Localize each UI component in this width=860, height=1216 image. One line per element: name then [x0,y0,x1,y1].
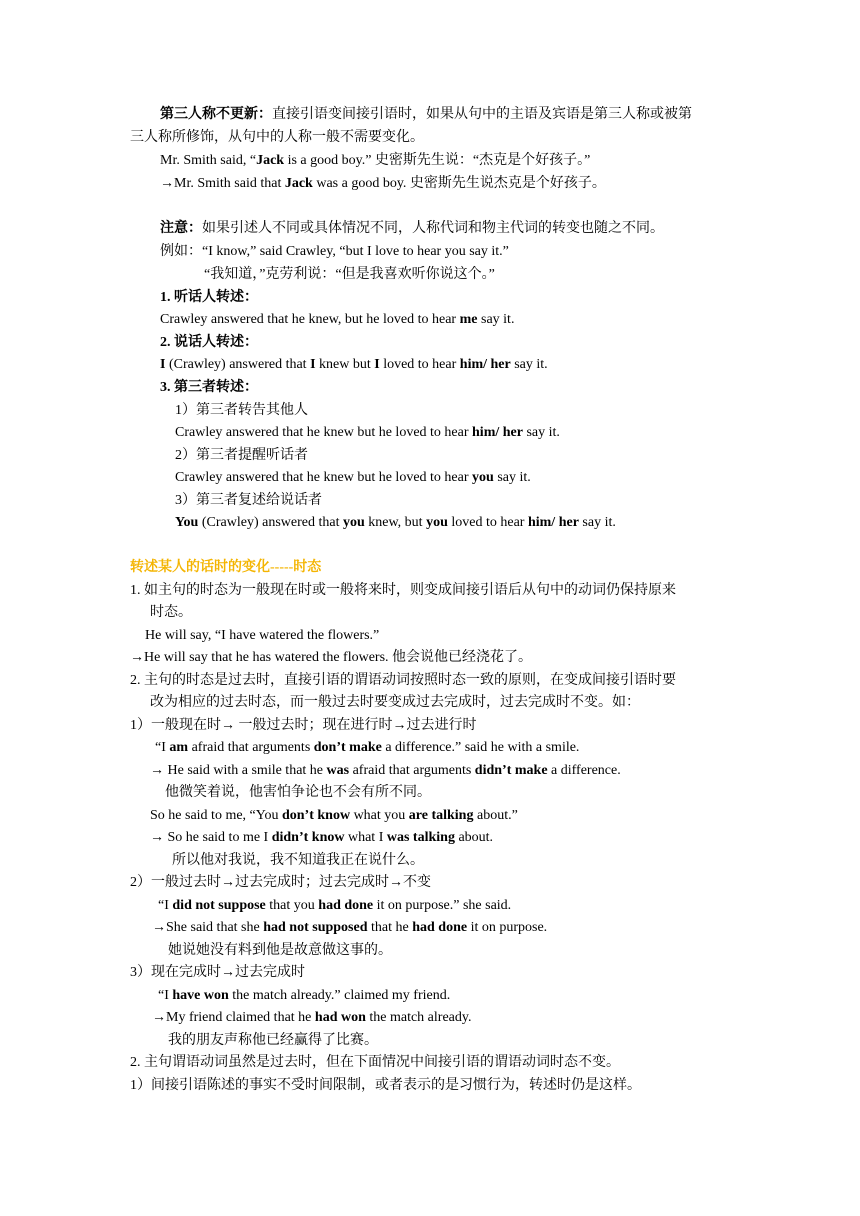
bold-run: I [374,357,380,372]
bold-run: don’t make [313,740,382,755]
example-line [160,355,548,375]
bold-run: have won [172,988,229,1003]
text-run: →My friend claimed that he [152,1010,315,1025]
text-run: → He said with a smile that he [150,763,327,778]
bold-run: Jack [256,153,285,168]
sub-item: 1）第三者转告其他人 [175,403,308,418]
note-label: 注意： [160,221,202,236]
bold-run: you [426,515,448,530]
subheading-third-party: 3. 第三者转述： [160,380,258,395]
example-translation: 我的朋友声称他已经赢得了比赛。 [168,1033,378,1048]
text-run: say it. [510,357,548,372]
bold-run: me [459,312,478,327]
example-line [175,423,560,443]
text-run: “I [158,898,173,913]
text-run: that he [367,920,413,935]
bold-run: had done [412,920,468,935]
text-run: So he said to me, “You [150,808,282,823]
bold-run: am [169,740,189,755]
rule-paragraph-cont: 改为相应的过去时态，而一般过去时要变成过去完成时，过去完成时不变。如： [150,695,640,710]
text-run: Crawley answered that he knew but he loved to hear [175,425,473,440]
bold-run: had done [318,898,374,913]
text-run: Mr. Smith said, “ [160,153,257,168]
paragraph-lead-bold: 第三人称不更新： [160,107,272,122]
text-run: knew, but [364,515,427,530]
bold-run: him/ her [459,357,511,372]
text-run: a difference. [547,763,621,778]
rule-paragraph: 2. 主句谓语动词虽然是过去时，但在下面情况中间接引语的谓语动词时态不变。 [130,1055,620,1070]
bold-run: him/ her [527,515,579,530]
example-line [152,1008,471,1028]
rule-item: 3）现在完成时→过去完成时 [130,965,305,980]
text-run: is a good boy.” 史密斯先生说：“杰克是个好孩子。” [284,153,591,168]
example-line [175,513,616,533]
text-run: afraid that arguments [188,740,314,755]
text-run: loved to hear [379,357,460,372]
text-run: was a good boy. 史密斯先生说杰克是个好孩子。 [312,176,606,191]
rule-paragraph-cont: 时态。 [150,605,192,620]
text-run: about. [454,830,494,845]
rule-item: 1）一般现在时→ 一般过去时；现在进行时→过去进行时 [130,718,477,733]
example-line [160,151,590,171]
bold-run: I [310,357,316,372]
example-line [160,310,514,330]
example-line: →He will say that he has watered the flowers. 他会说他已经浇花了。 [130,650,533,665]
text-run: “I [155,740,170,755]
text-run: the match already. [365,1010,472,1025]
bold-run: you [472,470,494,485]
bold-run: Jack [284,176,313,191]
bold-run: him/ her [472,425,523,440]
example-line [150,828,493,848]
text-run: say it. [477,312,515,327]
rule-item: 1）间接引语陈述的事实不受时间限制，或者表示的是习惯行为，转述时仍是这样。 [130,1078,641,1093]
text-run: what you [350,808,409,823]
sub-item: 2）第三者提醒听话者 [175,448,308,463]
rule-paragraph: 2. 主句的时态是过去时，直接引语的谓语动词按照时态一致的原则，在变成间接引语时要 [130,673,676,688]
text-run: that you [265,898,319,913]
bold-run: was [326,763,350,778]
text-run: → So he said to me I [150,830,272,845]
example-translation: 她说她没有料到他是故意做这事的。 [168,943,392,958]
text-run: say it. [522,425,560,440]
text-run: it on purpose. [467,920,548,935]
example-line [158,896,511,916]
text-run: Crawley answered that he knew, but he loved to hear [160,312,460,327]
rule-paragraph: 1. 如主句的时态为一般现在时或一般将来时，则变成间接引语后从句中的动词仍保持原来 [130,583,676,598]
bold-run: had won [314,1010,366,1025]
note-paragraph [160,219,664,239]
example-line [150,806,518,826]
rule-item: 2）一般过去时→过去完成时；过去完成时→不变 [130,875,431,890]
text-run: Crawley answered that he knew but he loved to hear [175,470,473,485]
text-run: →She said that she [152,920,264,935]
bold-run: are talking [408,808,474,823]
bold-run: was talking [386,830,455,845]
text-run: “I [158,988,173,1003]
text-run: it on purpose.” she said. [373,898,512,913]
text-run: knew but [315,357,375,372]
bold-run: you [342,515,365,530]
text-run: (Crawley) answered that [198,515,343,530]
bold-run: You [175,515,199,530]
text-run: a difference.” said he with a smile. [381,740,580,755]
paragraph-third-person [160,105,692,125]
example-translation: 所以他对我说，我不知道我正在说什么。 [172,853,424,868]
section-heading: 转述某人的话时的变化-----时态 [130,560,322,575]
example-line [158,986,450,1006]
example-line [160,174,606,194]
sub-item: 3）第三者复述给说话者 [175,493,322,508]
example-line: He will say, “I have watered the flowers.” [145,628,380,643]
note-example: 例如：“I know,” said Crawley, “but I love to hear you say it.” [160,244,509,259]
example-translation: 他微笑着说，他害怕争论也不会有所不同。 [165,785,431,800]
text-run: (Crawley) answered that [165,357,311,372]
example-line [155,738,579,758]
text-run: loved to hear [447,515,528,530]
text-run: say it. [493,470,531,485]
paragraph-lead-text: 直接引语变间接引语时，如果从句中的主语及宾语是第三人称或被第 [272,107,692,122]
bold-run: didn’t know [271,830,345,845]
example-line [175,468,531,488]
note-text: 如果引述人不同或具体情况不同，人称代词和物主代词的转变也随之不同。 [202,221,664,236]
bold-run: don’t know [281,808,351,823]
example-line [152,918,547,938]
subheading-listener: 1. 听话人转述： [160,290,258,305]
bold-run: did not suppose [172,898,266,913]
text-run: →Mr. Smith said that [160,176,285,191]
text-run: afraid that arguments [349,763,475,778]
text-run: say it. [578,515,616,530]
bold-run: didn’t make [474,763,548,778]
example-line [150,761,621,781]
text-run: the match already.” claimed my friend. [228,988,451,1003]
text-run: what I [344,830,387,845]
text-run: about.” [473,808,518,823]
bold-run: I [160,357,166,372]
paragraph-continuation: 三人称所修饰，从句中的人称一般不需要变化。 [130,130,424,145]
note-example-translation: “我知道，”克劳利说：“但是我喜欢听你说这个。” [204,267,495,282]
subheading-speaker: 2. 说话人转述： [160,335,258,350]
bold-run: had not supposed [263,920,368,935]
